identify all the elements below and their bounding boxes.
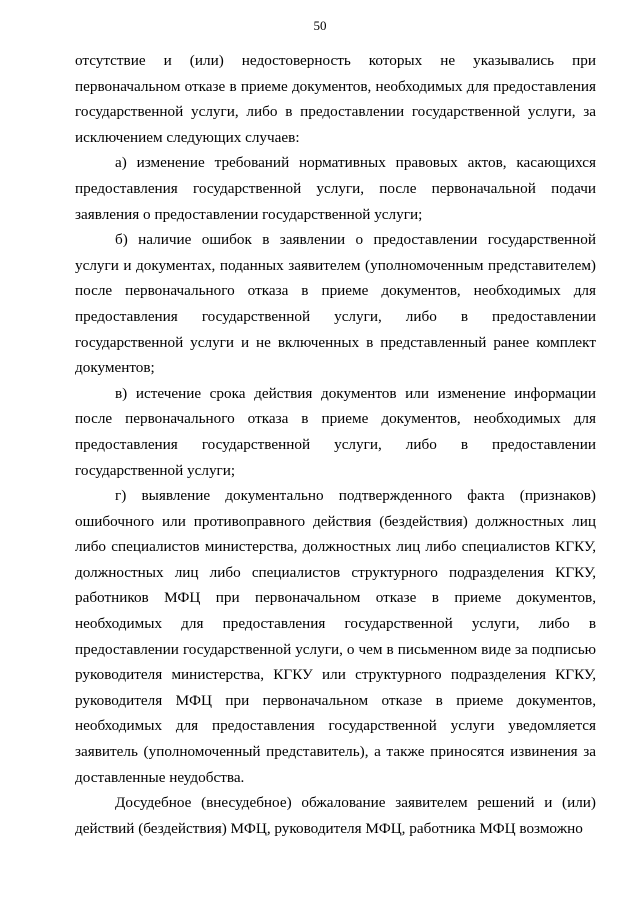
paragraph-appeal: Досудебное (внесудебное) обжалование заявителем решений и (или) действий (бездействия) МФЦ, руководителя МФЦ, работника МФЦ возможно (75, 794, 596, 837)
paragraph-item-a: а) изменение требований нормативных правовых актов, касающихся предоставления государственной услуги, после первоначальной подачи заявления о предоставлении государственной услуги; (75, 154, 596, 223)
paragraph-item-g: г) выявление документально подтвержденного факта (признаков) ошибочного или противоправного действия (бездействия) должностных лиц либо специалистов министерства, должностных лиц либо специалистов КГКУ, должностных лиц либо специалистов структурного подразделения КГКУ, работников МФЦ при первоначальном отказе в приеме документов, необходимых для предоставления государственной услуги, либо в предоставлении государственной услуги, о чем в письменном виде за подписью руководителя министерства, КГКУ или структурного подразделения КГКУ, руководителя МФЦ при первоначальном отказе в приеме документов, необходимых для предоставления государственной услуги уведомляется заявитель (уполномоченный представитель), а также приносятся извинения за доставленные неудобства. (75, 487, 596, 786)
paragraph-item-v: в) истечение срока действия документов или изменение информации после первоначального отказа в приеме документов, необходимых для предоставления государственной услуги, либо в предоставлении государственной услуги; (75, 384, 596, 479)
document-body (75, 48, 596, 841)
page-number: 50 (313, 18, 327, 33)
paragraph-item-b: б) наличие ошибок в заявлении о предоставлении государственной услуги и документах, поданных заявителем (уполномоченным представителем) после первоначального отказа в приеме документов, необходимых для предоставления государственной услуги, либо в предоставлении государственной услуги и не включенных в представленный ранее комплект документов; (75, 231, 596, 377)
paragraph-continuation: отсутствие и (или) недостоверность которых не указывались при первоначальном отказе в приеме документов, необходимых для предоставления государственной услуги, либо в предоставлении государственной услуги, за исключением следующих случаев: (75, 52, 596, 146)
